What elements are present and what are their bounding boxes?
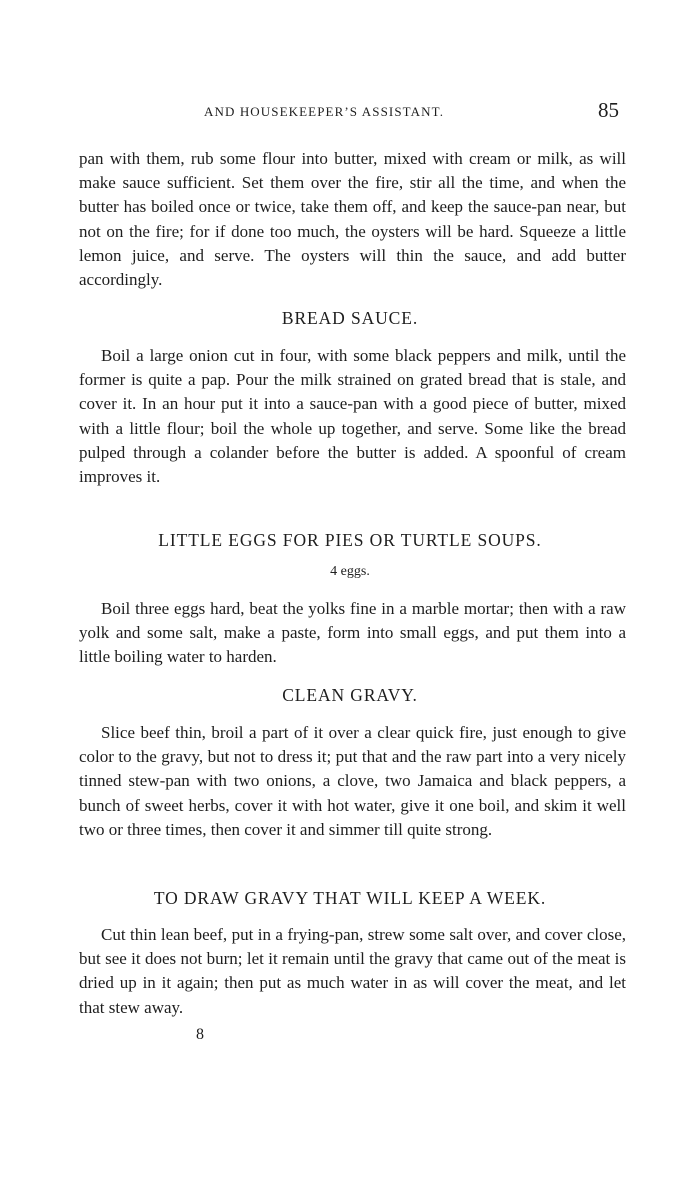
paragraph-text: Cut thin lean beef, put in a frying-pan, strew some salt over, and cover close, but see it does not burn; let it remain until the gravy that came out of the meat is dried up in it again; then put as much water in as will cover the meat, and let that stew away. [79, 925, 626, 1017]
recipe-body-draw-gravy [79, 923, 626, 1020]
recipe-title-clean-gravy: CLEAN GRAVY. [282, 685, 418, 705]
paragraph-text: pan with them, rub some flour into butter, mixed with cream or milk, as will make sauce sufficient. Set them over the fire, stir all the time, and when the butter has boiled once or twice, take them off, and keep the sauce-pan near, but not on the fire; for if done too much, the oysters will be hard. Squeeze a little lemon juice, and serve. The oysters will thin the sauce, and add butter accordingly. [79, 149, 626, 290]
page-number: 85 [598, 98, 619, 122]
recipe-yield: 4 eggs. [330, 564, 370, 579]
recipe-title-draw-gravy: TO DRAW GRAVY THAT WILL KEEP A WEEK. [153, 888, 547, 908]
running-title: AND HOUSEKEEPER’S ASSISTANT. [204, 104, 445, 119]
paragraph-text: Boil three eggs hard, beat the yolks fine in a marble mortar; then with a raw yolk and some salt, make a paste, form into small eggs, and put them into a little boiling water to harden. [79, 599, 626, 667]
continued-paragraph [79, 147, 626, 292]
recipe-title-little-eggs: LITTLE EGGS FOR PIES OR TURTLE SOUPS. [158, 530, 542, 550]
recipe-body-little-eggs [79, 597, 626, 670]
signature-mark: 8 [196, 1026, 204, 1043]
recipe-body-bread-sauce [79, 344, 626, 489]
recipe-body-clean-gravy [79, 721, 626, 842]
paragraph-text: Slice beef thin, broil a part of it over a clear quick fire, just enough to give color to the gravy, but not to dress it; put that and the raw part into a very nicely tinned stew-pan with two onions, a clove, two Jamaica and black peppers, a bunch of sweet herbs, cover it with hot water, give it one boil, and skim it well two or three times, then cover it and simmer till quite strong. [79, 723, 626, 839]
paragraph-text: Boil a large onion cut in four, with some black peppers and milk, until the former is quite a pap. Pour the milk strained on grated bread that is stale, and cover it. In an hour put it into a sauce-pan with a good piece of butter, mixed with a little flour; boil the whole up together, and serve. Some like the bread pulped through a colander before the butter is added. A spoonful of cream improves it. [79, 346, 626, 487]
recipe-title-bread-sauce: BREAD SAUCE. [281, 308, 419, 328]
